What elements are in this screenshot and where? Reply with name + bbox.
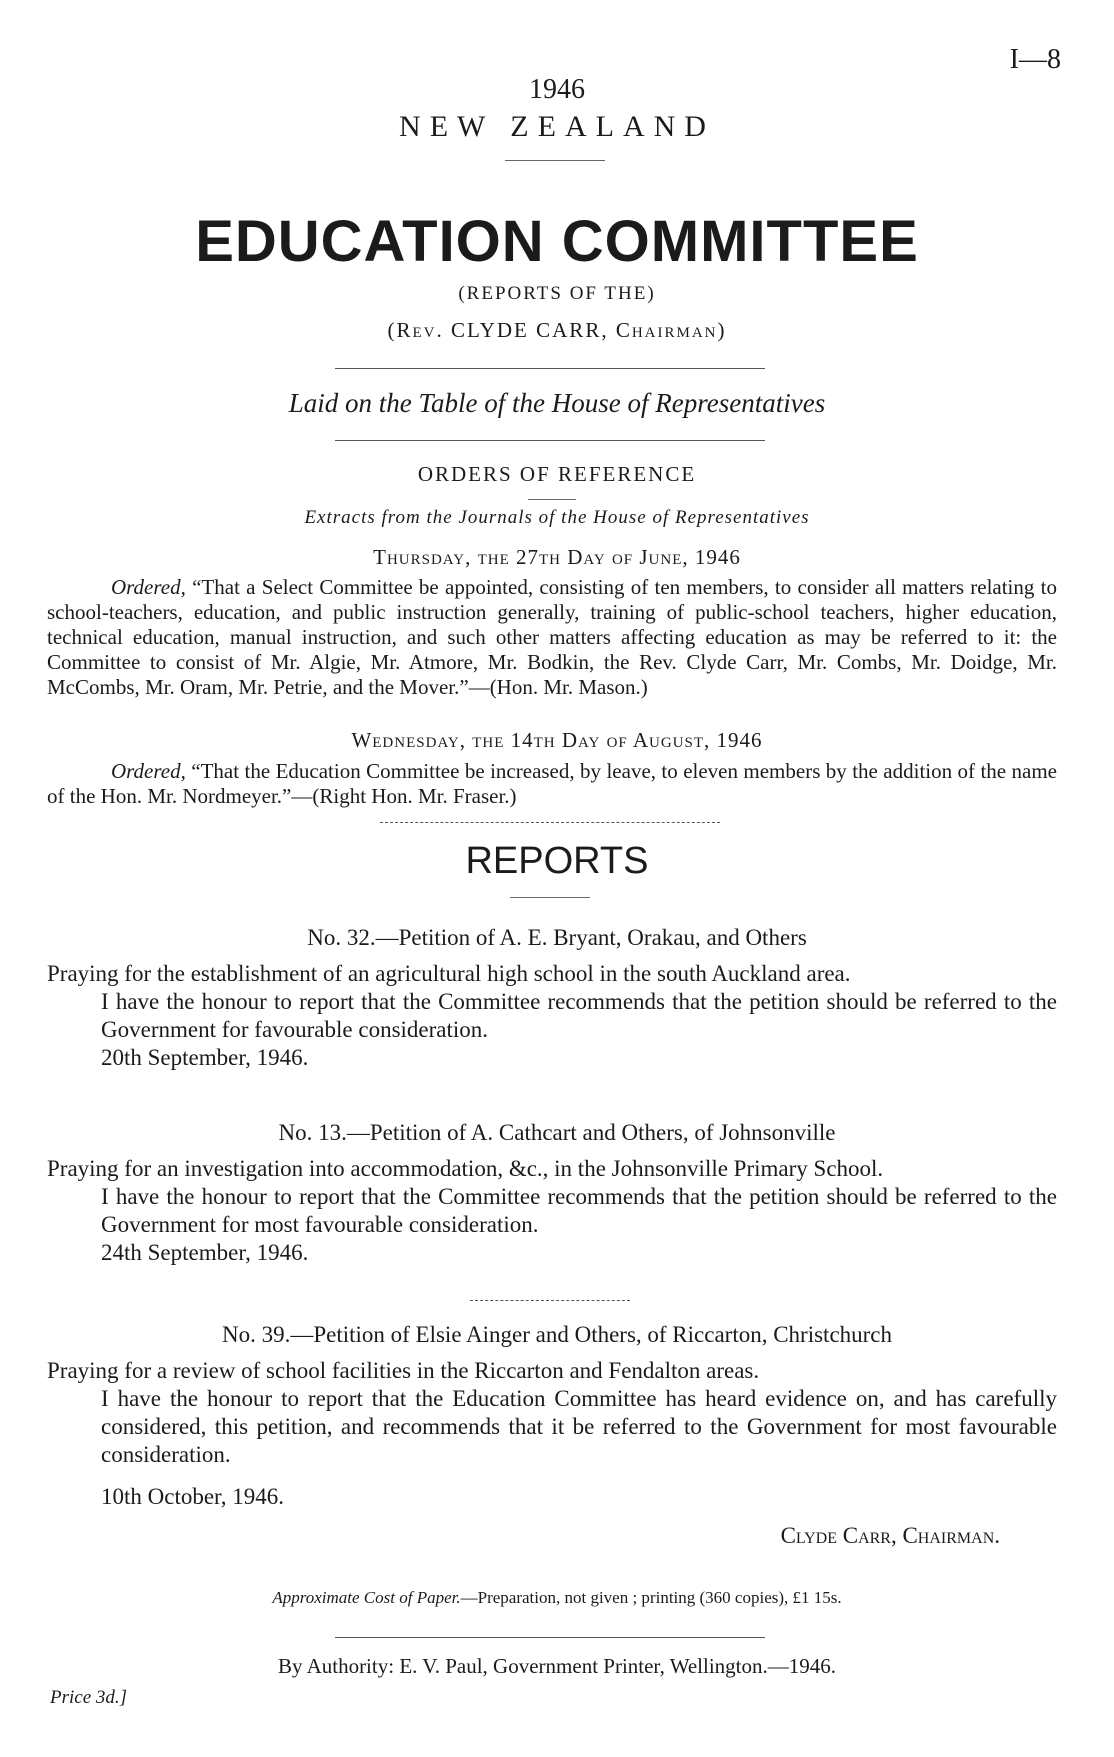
report3-date: 10th October, 1946. bbox=[101, 1484, 285, 1509]
divider bbox=[528, 499, 576, 500]
report2-report: I have the honour to report that the Committee recommends that the petition should be referred to the Government for most favourable consideration. bbox=[101, 1184, 1057, 1237]
authority-line: By Authority: E. V. Paul, Government Printer, Wellington.—1946. bbox=[277, 1654, 837, 1678]
cost-line bbox=[0, 1588, 1114, 1608]
divider bbox=[335, 440, 765, 441]
divider bbox=[510, 897, 590, 898]
reports-heading: REPORTS bbox=[465, 840, 649, 882]
divider bbox=[470, 1300, 630, 1301]
report3-title: No. 39.—Petition of Elsie Ainger and Others, of Riccarton, Christchurch bbox=[221, 1322, 893, 1347]
report1-date: 20th September, 1946. bbox=[101, 1045, 309, 1070]
report2-praying: Praying for an investigation into accommodation, &c., in the Johnsonville Primary School. bbox=[47, 1156, 884, 1181]
report3-report: I have the honour to report that the Education Committee has heard evidence on, and has carefully considered, this petition, and recommends that it be referred to the Government for most favourable consideration. bbox=[101, 1386, 1057, 1467]
country: NEW ZEALAND bbox=[399, 110, 715, 143]
chairman-line: (Rev. CLYDE CARR, Chairman) bbox=[387, 318, 727, 342]
order2-date: Wednesday, the 14th Day of August, 1946 bbox=[351, 728, 763, 752]
orders-heading: ORDERS OF REFERENCE bbox=[417, 462, 697, 486]
divider bbox=[505, 160, 605, 161]
report2-body bbox=[47, 1155, 1057, 1267]
year: 1946 bbox=[529, 74, 585, 105]
extracts-line: Extracts from the Journals of the House of Representatives bbox=[304, 507, 810, 528]
report1-report: I have the honour to report that the Committee recommends that the petition should be referred to the Government for favourable consideration. bbox=[101, 989, 1057, 1042]
report1-praying: Praying for the establishment of an agricultural high school in the south Auckland area. bbox=[47, 961, 851, 986]
signature: Clyde Carr, Chairman. bbox=[780, 1523, 1000, 1548]
order2-body: “That the Education Committee be increased, by leave, to eleven members by the addition of the name of the Hon. Mr. Nordmeyer.”—(Right Hon. Mr. Fraser.) bbox=[47, 759, 1058, 808]
cost-label: Approximate Cost of Paper. bbox=[272, 1588, 461, 1607]
report3-praying: Praying for a review of school facilities in the Riccarton and Fendalton areas. bbox=[47, 1358, 760, 1383]
page-title: EDUCATION COMMITTEE bbox=[195, 209, 919, 274]
report1-title: No. 32.—Petition of A. E. Bryant, Orakau, and Others bbox=[307, 925, 807, 950]
subtitle: (REPORTS OF THE) bbox=[458, 283, 656, 304]
order1-body: “That a Select Committee be appointed, consisting of ten members, to consider all matters relating to school-teachers, education, and public instruction generally, training of public-school teachers, higher education, technical education, manual instruction, and such other matters affecting education as may be referred to it: the Committee to consist of Mr. Algie, Mr. Atmore, Mr. Bodkin, the Rev. Clyde Carr, Mr. Combs, Mr. Doidge, Mr. McCombs, Mr. Oram, Mr. Petrie, and the Mover.”—(Hon. Mr. Mason.) bbox=[47, 575, 1057, 699]
report2-date: 24th September, 1946. bbox=[101, 1240, 309, 1265]
report3-body bbox=[47, 1357, 1057, 1469]
report2-title: No. 13.—Petition of A. Cathcart and Others, of Johnsonville bbox=[278, 1120, 836, 1145]
laid-on-table: Laid on the Table of the House of Representatives bbox=[288, 388, 826, 418]
divider bbox=[380, 822, 720, 823]
report1-body bbox=[47, 960, 1057, 1072]
ordered-label: Ordered, bbox=[111, 575, 186, 599]
divider bbox=[335, 1637, 765, 1638]
divider bbox=[335, 368, 765, 369]
price: Price 3d.] bbox=[50, 1687, 128, 1708]
order1-date: Thursday, the 27th Day of June, 1946 bbox=[373, 545, 741, 569]
cost-text: —Preparation, not given ; printing (360 copies), £1 15s. bbox=[460, 1588, 842, 1607]
order2-text bbox=[47, 759, 1057, 809]
paper-number: I—8 bbox=[1009, 44, 1061, 75]
ordered-label: Ordered, bbox=[111, 759, 186, 783]
order1-text bbox=[47, 575, 1057, 700]
